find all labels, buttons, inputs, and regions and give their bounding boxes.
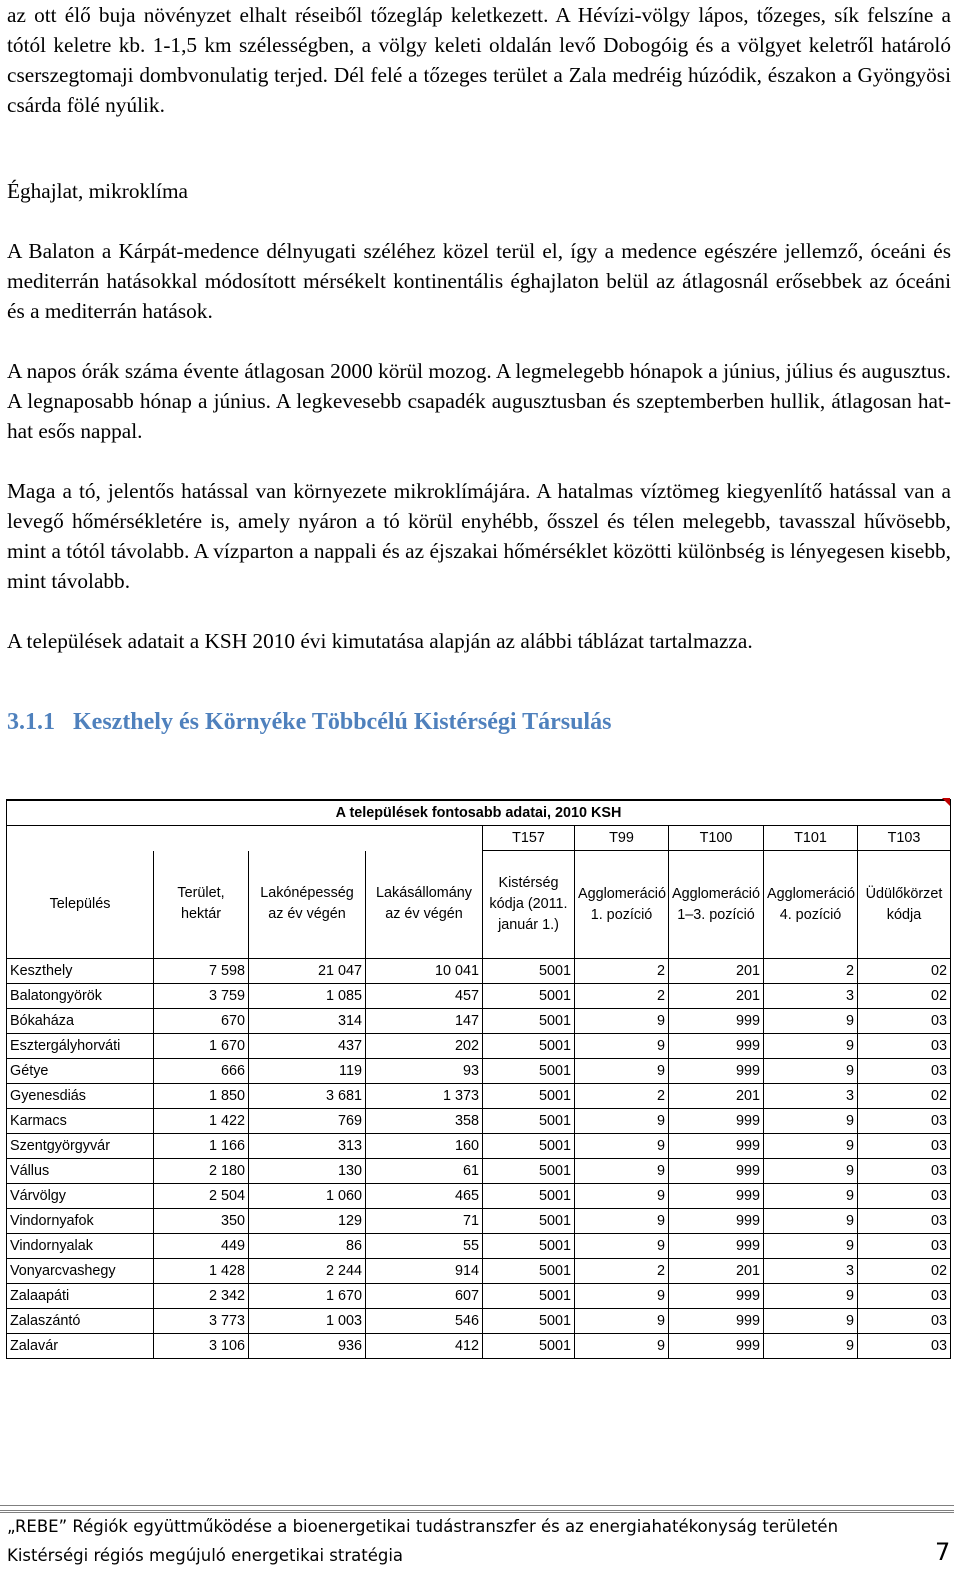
settlement-name-cell: Karmacs [7,1109,154,1134]
table-cell: 1 373 [366,1084,483,1109]
table-cell: 3 681 [249,1084,366,1109]
table-cell: 03 [858,1034,951,1059]
section-heading [7,706,611,738]
section-title: Keszthely és Környéke Többcélú Kistérségi Társulás [73,709,612,735]
table-cell: 03 [858,1334,951,1359]
section-number: 3.1.1 [7,709,55,735]
climate-paragraph-2: A napos órák száma évente átlagosan 2000 körül mozog. A legmelegebb hónapok a június, július és augusztus. A legnaposabb hónap a június. A legkevesebb csapadék augusztusban és szeptemberben hullik, átlagosan hat-hat esős nappal. [7,359,951,443]
table-cell: 1 003 [249,1309,366,1334]
table-cell: 119 [249,1059,366,1084]
table-row [7,1034,951,1059]
table-cell: 9 [764,1209,858,1234]
settlement-name-cell: Gétye [7,1059,154,1084]
climate-paragraph-3: Maga a tó, jelentős hatással van környezete mikroklímájára. A hatalmas víztömeg kiegyenlítő hatással van a levegő hőmérsékletére is, amely nyáron a tó körül enyhébb, ősszel és télen melegebb, tavasszal hűvösebb, mint a tótól távolabb. A vízparton a nappali és az éjszakai hőmérséklet közötti különbség is lényegesen kisebb, mint távolabb. [7,479,951,593]
table-cell: 465 [366,1184,483,1209]
table-cell: 5001 [483,1309,575,1334]
table-cell: 999 [669,1284,764,1309]
table-cell: 2 244 [249,1259,366,1284]
table-cell: 5001 [483,1134,575,1159]
table-cell: 03 [858,1059,951,1084]
table-cell: 437 [249,1034,366,1059]
table-cell: 607 [366,1284,483,1309]
settlements-table [6,799,951,1359]
table-intro-paragraph: A települések adatait a KSH 2010 évi kimutatása alapján az alábbi táblázat tartalmazza. [7,629,753,653]
table-cell: 9 [575,1234,669,1259]
table-cell: 1 060 [249,1184,366,1209]
table-cell: 9 [764,1159,858,1184]
header-agglom-1: Agglomeráció 1. pozíció [575,851,669,959]
table-cell: 9 [575,1109,669,1134]
table-row [7,1109,951,1134]
table-cell: 9 [764,1334,858,1359]
table-cell: 350 [154,1209,249,1234]
header-telepules: Település [7,851,154,959]
table-row [7,1334,951,1359]
table-cell: 7 598 [154,959,249,984]
code-t101: T101 [764,826,858,851]
table-cell: 1 850 [154,1084,249,1109]
table-cell: 1 428 [154,1259,249,1284]
table-cell: 9 [575,1209,669,1234]
intro-paragraph: az ott élő buja növényzet elhalt réseiből tőzegláp keletkezett. A Hévízi-völgy lápos, tőzeges, sík felszíne a tótól keletre kb. 1-1,5 km szélességben, a völgy keleti oldalán levő Dobogóig és a völgyet keletről határoló cserszegtomaji dombvonulatig terjed. Dél felé a tőzeges terület a Zala medréig húzódik, északon a Gyöngyösi csárda fölé nyúlik. [7,3,951,117]
table-cell: 2 342 [154,1284,249,1309]
settlement-name-cell: Esztergályhorváti [7,1034,154,1059]
table-cell: 5001 [483,1059,575,1084]
table-cell: 9 [764,1034,858,1059]
table-cell: 313 [249,1134,366,1159]
table-cell: 71 [366,1209,483,1234]
table-row [7,1159,951,1184]
header-terulet: Terület, hektár [154,851,249,959]
table-cell: 457 [366,984,483,1009]
settlement-name-cell: Zalavár [7,1334,154,1359]
table-row [7,1309,951,1334]
table-cell: 670 [154,1009,249,1034]
settlement-name-cell: Vonyarcvashegy [7,1259,154,1284]
table-cell: 412 [366,1334,483,1359]
table-cell: 2 180 [154,1159,249,1184]
table-cell: 61 [366,1159,483,1184]
table-cell: 201 [669,959,764,984]
settlement-name-cell: Keszthely [7,959,154,984]
table-cell: 03 [858,1184,951,1209]
footer-strategy-line: Kistérségi régiós megújuló energetikai stratégia [7,1546,404,1565]
table-cell: 9 [575,1059,669,1084]
table-cell: 9 [764,1284,858,1309]
table-cell: 5001 [483,1234,575,1259]
header-kisterseg: Kistérség kódja (2011. január 1.) [483,851,575,959]
table-cell: 5001 [483,1184,575,1209]
table-row [7,1284,951,1309]
climate-paragraph-1: A Balaton a Kárpát-medence délnyugati széléhez közel terül el, így a medence egészére jellemző, óceáni és mediterrán hatásokkal módosított mérsékelt kontinentális éghajlaton belül az átlagosnál erősebbek az óceáni és a mediterrán hatások. [7,239,951,323]
table-cell: 999 [669,1234,764,1259]
table-cell: 2 504 [154,1184,249,1209]
footer-project-line: „REBE” Régiók együttműködése a bioenergetikai tudástranszfer és az energiahatékonyság területén [7,1517,839,1536]
table-cell: 5001 [483,1159,575,1184]
table-row [7,1234,951,1259]
table-cell: 5001 [483,984,575,1009]
table-title: A települések fontosabb adatai, 2010 KSH [7,800,951,826]
table-cell: 9 [575,1284,669,1309]
table-cell: 55 [366,1234,483,1259]
settlement-name-cell: Vindornyafok [7,1209,154,1234]
table-row [7,1184,951,1209]
table-cell: 129 [249,1209,366,1234]
table-cell: 9 [764,1184,858,1209]
table-cell: 201 [669,984,764,1009]
table-cell: 358 [366,1109,483,1134]
table-cell: 9 [764,1009,858,1034]
table-cell: 5001 [483,1209,575,1234]
table-cell: 3 [764,1259,858,1284]
table-cell: 1 166 [154,1134,249,1159]
settlement-name-cell: Bókaháza [7,1009,154,1034]
table-cell: 5001 [483,1284,575,1309]
table-cell: 9 [764,1109,858,1134]
table-cell: 02 [858,959,951,984]
table-cell: 03 [858,1009,951,1034]
table-cell: 5001 [483,1109,575,1134]
table-cell: 3 106 [154,1334,249,1359]
table-cell: 10 041 [366,959,483,984]
code-t100: T100 [669,826,764,851]
table-cell: 03 [858,1209,951,1234]
code-t99: T99 [575,826,669,851]
table-cell: 1 670 [154,1034,249,1059]
table-cell: 202 [366,1034,483,1059]
table-cell: 3 [764,1084,858,1109]
table-row [7,1134,951,1159]
settlement-name-cell: Gyenesdiás [7,1084,154,1109]
table-cell: 03 [858,1284,951,1309]
table-cell: 21 047 [249,959,366,984]
table-cell: 201 [669,1084,764,1109]
table-cell: 5001 [483,1009,575,1034]
table-cell: 2 [575,1259,669,1284]
table-cell: 9 [575,1134,669,1159]
table-cell: 86 [249,1234,366,1259]
settlement-name-cell: Szentgyörgyvár [7,1134,154,1159]
table-cell: 999 [669,1184,764,1209]
header-lakonepesseg: Lakónépesség az év végén [249,851,366,959]
settlement-name-cell: Zalaapáti [7,1284,154,1309]
table-cell: 03 [858,1109,951,1134]
table-row [7,959,951,984]
table-cell: 03 [858,1234,951,1259]
table-cell: 2 [575,984,669,1009]
table-row [7,1209,951,1234]
settlement-name-cell: Balatongyörök [7,984,154,1009]
table-cell: 93 [366,1059,483,1084]
table-cell: 03 [858,1134,951,1159]
table-cell: 9 [575,1184,669,1209]
header-agglom-4: Agglomeráció 4. pozíció [764,851,858,959]
code-t103: T103 [858,826,951,851]
table-cell: 936 [249,1334,366,1359]
settlement-name-cell: Vindornyalak [7,1234,154,1259]
code-t157: T157 [483,826,575,851]
table-cell: 9 [575,1009,669,1034]
table-cell: 999 [669,1159,764,1184]
table-cell: 02 [858,1084,951,1109]
table-codes-spacer [7,826,483,851]
table-row [7,1259,951,1284]
table-cell: 914 [366,1259,483,1284]
table-cell: 5001 [483,1084,575,1109]
table-cell: 02 [858,1259,951,1284]
table-cell: 5001 [483,959,575,984]
settlement-name-cell: Vállus [7,1159,154,1184]
table-cell: 9 [764,1059,858,1084]
table-cell: 1 670 [249,1284,366,1309]
table-cell: 130 [249,1159,366,1184]
page-number: 7 [935,1538,951,1566]
table-cell: 160 [366,1134,483,1159]
table-cell: 3 759 [154,984,249,1009]
table-cell: 2 [575,1084,669,1109]
settlement-name-cell: Zalaszántó [7,1309,154,1334]
table-cell: 03 [858,1309,951,1334]
table-cell: 546 [366,1309,483,1334]
table-cell: 2 [575,959,669,984]
table-cell: 9 [575,1159,669,1184]
table-cell: 1 422 [154,1109,249,1134]
table-cell: 999 [669,1034,764,1059]
header-lakasallomany: Lakásállomány az év végén [366,851,483,959]
table-row [7,1084,951,1109]
table-cell: 3 773 [154,1309,249,1334]
table-cell: 999 [669,1059,764,1084]
table-cell: 03 [858,1159,951,1184]
table-cell: 9 [764,1309,858,1334]
table-cell: 999 [669,1209,764,1234]
table-cell: 2 [764,959,858,984]
header-udulokorzet: Üdülőkörzet kódja [858,851,951,959]
table-cell: 147 [366,1009,483,1034]
table-cell: 1 085 [249,984,366,1009]
table-cell: 314 [249,1009,366,1034]
header-agglom-1-3: Agglomeráció 1–3. pozíció [669,851,764,959]
table-cell: 999 [669,1109,764,1134]
table-cell: 9 [764,1134,858,1159]
table-cell: 769 [249,1109,366,1134]
table-cell: 9 [575,1034,669,1059]
table-cell: 666 [154,1059,249,1084]
table-cell: 201 [669,1259,764,1284]
table-cell: 02 [858,984,951,1009]
table-cell: 9 [575,1334,669,1359]
table-cell: 9 [764,1234,858,1259]
table-cell: 999 [669,1334,764,1359]
table-cell: 999 [669,1309,764,1334]
climate-heading: Éghajlat, mikroklíma [7,179,188,203]
table-cell: 5001 [483,1259,575,1284]
table-cell: 5001 [483,1034,575,1059]
table-cell: 999 [669,1009,764,1034]
table-cell: 449 [154,1234,249,1259]
table-cell: 9 [575,1309,669,1334]
settlement-name-cell: Várvölgy [7,1184,154,1209]
table-cell: 999 [669,1134,764,1159]
table-row [7,984,951,1009]
table-cell: 3 [764,984,858,1009]
table-row [7,1059,951,1084]
table-row [7,1009,951,1034]
footer-rule [0,1505,954,1513]
table-cell: 5001 [483,1334,575,1359]
